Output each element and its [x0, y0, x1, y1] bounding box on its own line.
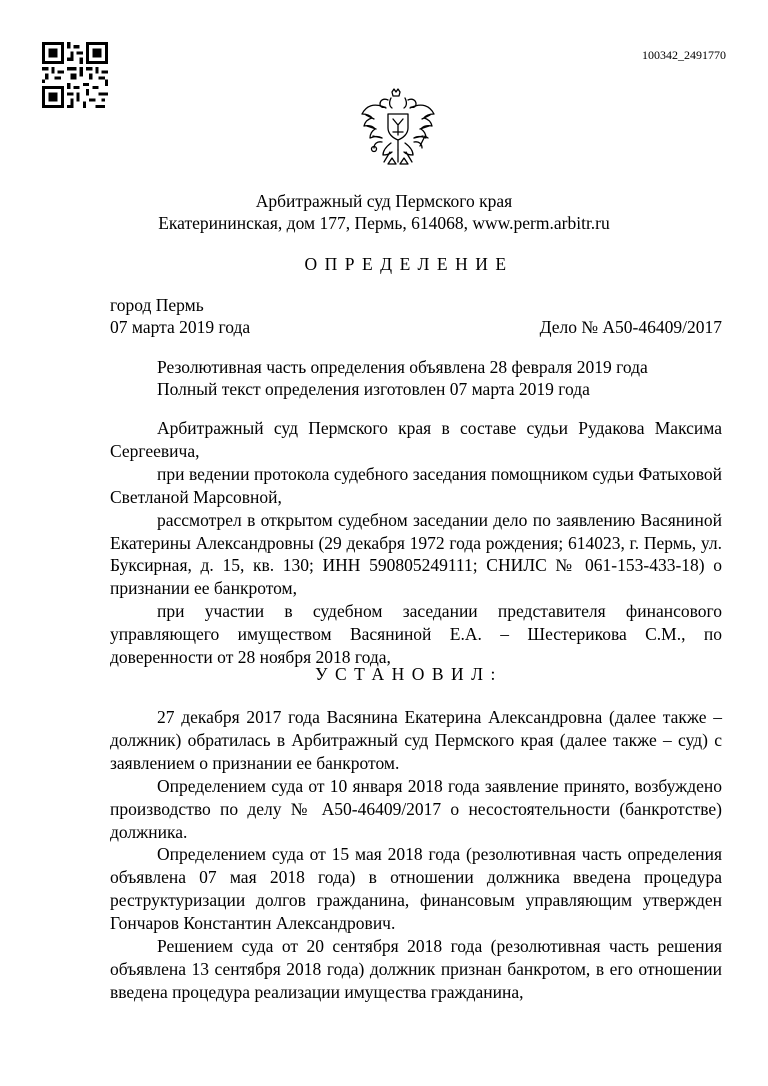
coat-of-arms-icon — [360, 88, 436, 166]
operative-part-note: Резолютивная часть определения объявлена 28 февраля 2019 года — [157, 357, 648, 377]
facts-section — [110, 706, 722, 1004]
paragraph: Арбитражный суд Пермского края в составе судьи Рудакова Максима Сергеевича, — [110, 418, 722, 461]
court-address: Екатерининская, дом 177, Пермь, 614068, www.perm.arbitr.ru — [158, 213, 610, 233]
city: город Пермь — [110, 295, 204, 315]
paragraph: Решением суда от 20 сентября 2018 года (резолютивная часть решения объявлена 13 сентября 2018 года) должник признан банкротом, в его отношении введена процедура реализации имущества гражданина, — [110, 936, 722, 1002]
full-text-note: Полный текст определения изготовлен 07 марта 2019 года — [157, 379, 590, 399]
document-title: ОПРЕДЕЛЕНИЕ — [304, 254, 514, 274]
paragraph: Определением суда от 15 мая 2018 года (резолютивная часть определения объявлена 07 мая 2018 года) в отношении должника введена процедура реструктуризации долгов гражданина, финансовым управляющим утвержден Гончаров Константин Александрович. — [110, 844, 722, 934]
established-heading: УСТАНОВИЛ: — [315, 664, 503, 684]
qr-code-icon — [42, 42, 108, 108]
court-name: Арбитражный суд Пермского края — [255, 191, 513, 211]
paragraph: при участии в судебном заседании представителя финансового управляющего имуществом Васяниной Е.А. – Шестерикова С.М., по доверенности от 28 ноября 2018 года, — [110, 601, 722, 668]
intro-section — [110, 417, 722, 669]
document-date: 07 марта 2019 года — [110, 317, 251, 337]
case-number: Дело № А50-46409/2017 — [539, 317, 722, 337]
paragraph: при ведении протокола судебного заседания помощником судьи Фатыховой Светланой Марсовной, — [110, 463, 722, 507]
paragraph: рассмотрел в открытом судебном заседании дело по заявлению Васяниной Екатерины Александровны (29 декабря 1972 года рождения; 614023, г. Пермь, ул. Буксирная, д. 15, кв. 130; ИНН 590805249111; СНИЛС № 061-153-433-18) о признании ее банкротом, — [110, 509, 722, 599]
paragraph: Определением суда от 10 января 2018 года заявление принято, возбуждено производство по делу № А50-46409/2017 о несостоятельности (банкротстве) должника. — [110, 775, 722, 842]
document-id: 100342_2491770 — [642, 48, 726, 62]
paragraph: 27 декабря 2017 года Васянина Екатерина Александровна (далее также – должник) обратилась в Арбитражный суд Пермского края (далее также – суд) с заявлением о признании ее банкротом. — [110, 707, 722, 773]
